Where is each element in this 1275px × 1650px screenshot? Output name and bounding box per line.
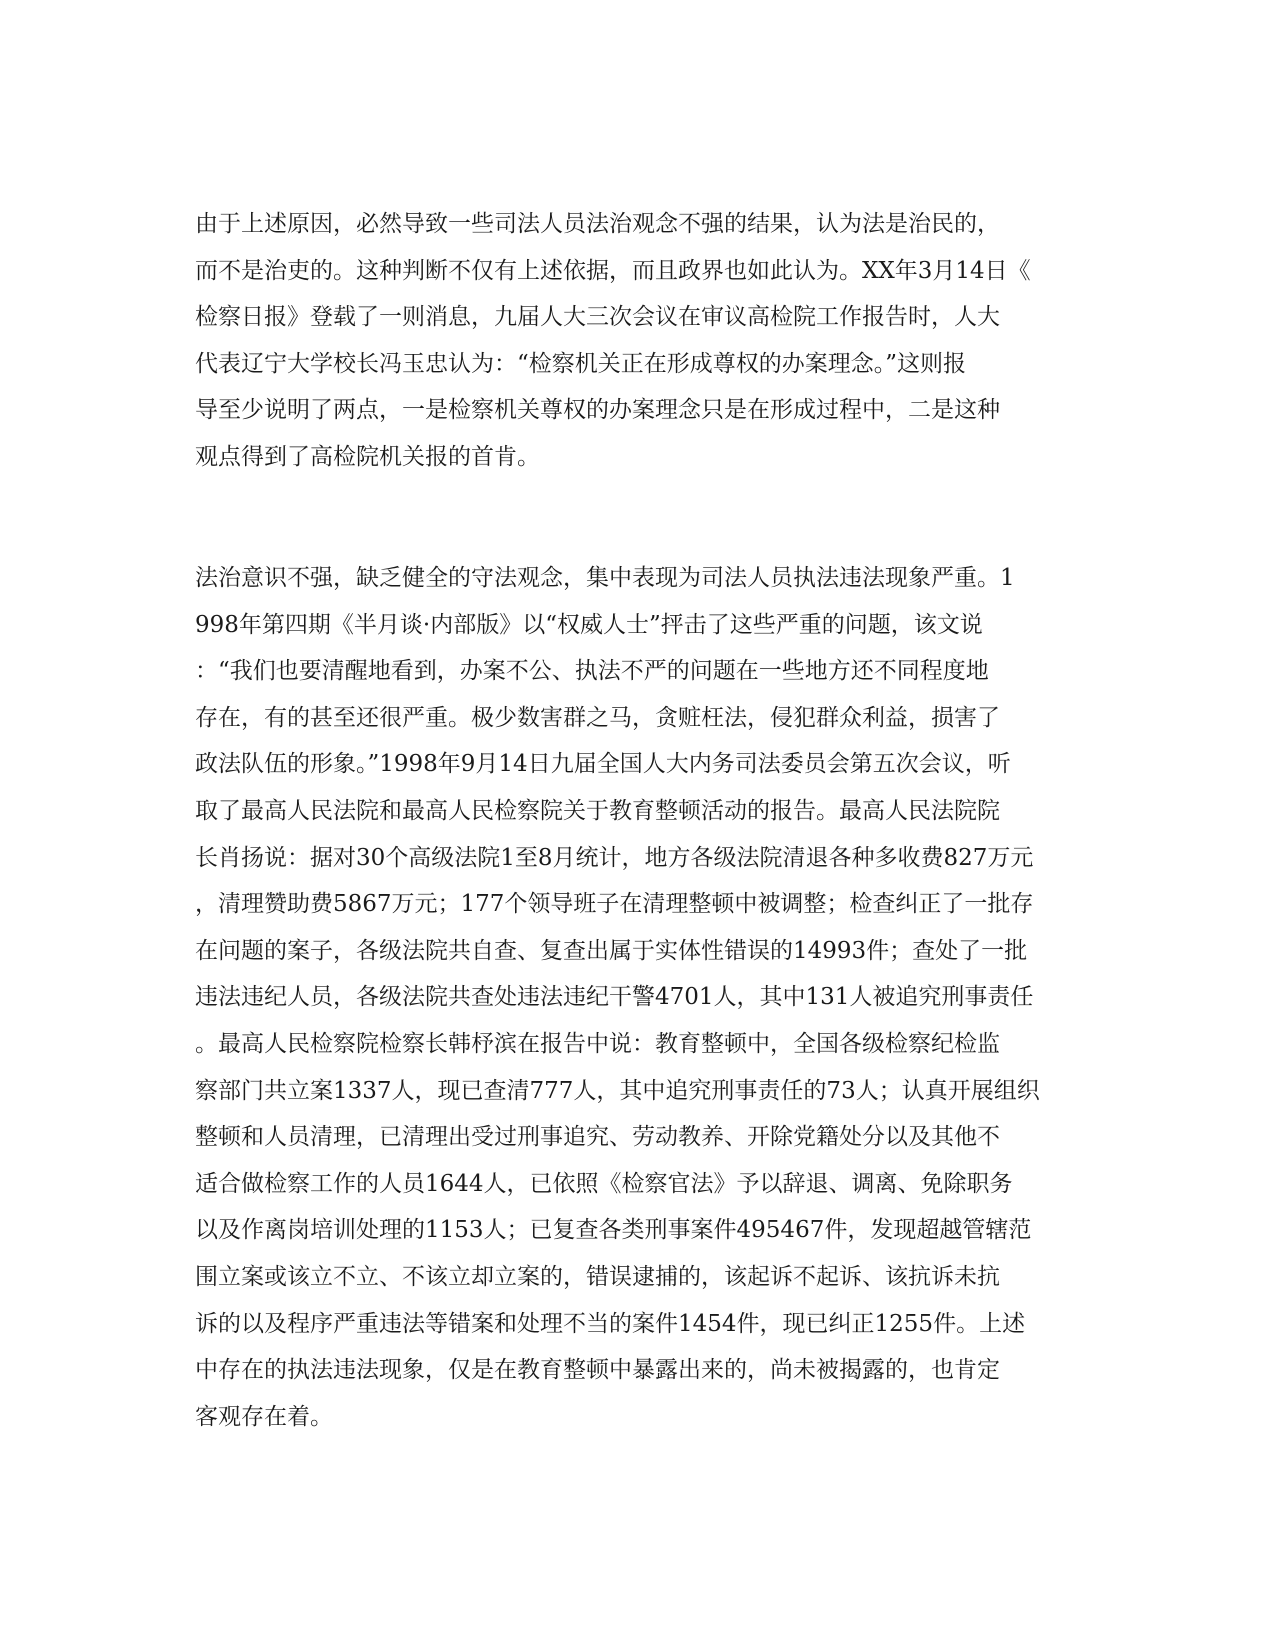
text-line: 998年第四期《半月谈·内部版》以“权威人士”抨击了这些严重的问题，该文说: [195, 611, 983, 638]
text-line: 长肖扬说：据对30个高级法院1至8月统计，地方各级法院清退各种多收费827万元: [195, 844, 1034, 871]
text-line: 在问题的案子，各级法院共自查、复查出属于实体性错误的14993件；查处了一批: [195, 937, 1028, 964]
text-line: 观点得到了高检院机关报的首肯。: [195, 443, 540, 470]
text-line: 客观存在着。: [195, 1403, 333, 1430]
paragraph-1: [195, 201, 1085, 481]
text-line: 取了最高人民法院和最高人民检察院关于教育整顿活动的报告。最高人民法院院: [195, 797, 1000, 824]
text-line: 以及作离岗培训处理的1153人；已复查各类刑事案件495467件，发现超越管辖范: [195, 1217, 1032, 1244]
text-line: 适合做检察工作的人员1644人，已依照《检察官法》予以辞退、调离、免除职务: [195, 1170, 1013, 1197]
text-line: 存在，有的甚至还很严重。极少数害群之马，贪赃枉法，侵犯群众利益，损害了: [195, 704, 1000, 731]
text-line: 而不是治吏的。这种判断不仅有上述依据，而且政界也如此认为。XX年3月14日《: [195, 257, 1031, 284]
text-line: 违法违纪人员，各级法院共查处违法违纪干警4701人，其中131人被追究刑事责任: [195, 984, 1034, 1011]
text-line: ：“我们也要清醒地看到，办案不公、执法不严的问题在一些地方还不同程度地: [195, 658, 989, 685]
text-line: 察部门共立案1337人，现已查清777人，其中追究刑事责任的73人；认真开展组织: [195, 1077, 1040, 1104]
text-line: 整顿和人员清理，已清理出受过刑事追究、劳动教养、开除党籍处分以及其他不: [195, 1124, 1000, 1151]
text-line: 。最高人民检察院检察长韩杼滨在报告中说：教育整顿中，全国各级检察纪检监: [195, 1030, 1000, 1057]
text-line: 诉的以及程序严重违法等错案和处理不当的案件1454件，现已纠正1255件。上述: [195, 1310, 1026, 1337]
paragraph-2: [195, 555, 1085, 1440]
text-line: 检察日报》登载了一则消息，九届人大三次会议在审议高检院工作报告时，人大: [195, 304, 1000, 331]
text-line: 导至少说明了两点，一是检察机关尊权的办案理念只是在形成过程中，二是这种: [195, 397, 1000, 424]
text-line: 代表辽宁大学校长冯玉忠认为：“检察机关正在形成尊权的办案理念。”这则报: [195, 350, 967, 377]
text-line: 政法队伍的形象。”1998年9月14日九届全国人大内务司法委员会第五次会议，听: [195, 751, 1011, 778]
text-line: ，清理赞助费5867万元；177个领导班子在清理整顿中被调整；检查纠正了一批存: [195, 891, 1034, 918]
text-line: 法治意识不强，缺乏健全的守法观念，集中表现为司法人员执法违法现象严重。1: [195, 565, 1015, 591]
text-line: 围立案或该立不立、不该立却立案的，错误逮捕的，该起诉不起诉、该抗诉未抗: [195, 1263, 1000, 1290]
text-line: 由于上述原因，必然导致一些司法人员法治观念不强的结果，认为法是治民的，: [195, 211, 1000, 237]
text-line: 中存在的执法违法现象，仅是在教育整顿中暴露出来的，尚未被揭露的，也肯定: [195, 1357, 1000, 1384]
